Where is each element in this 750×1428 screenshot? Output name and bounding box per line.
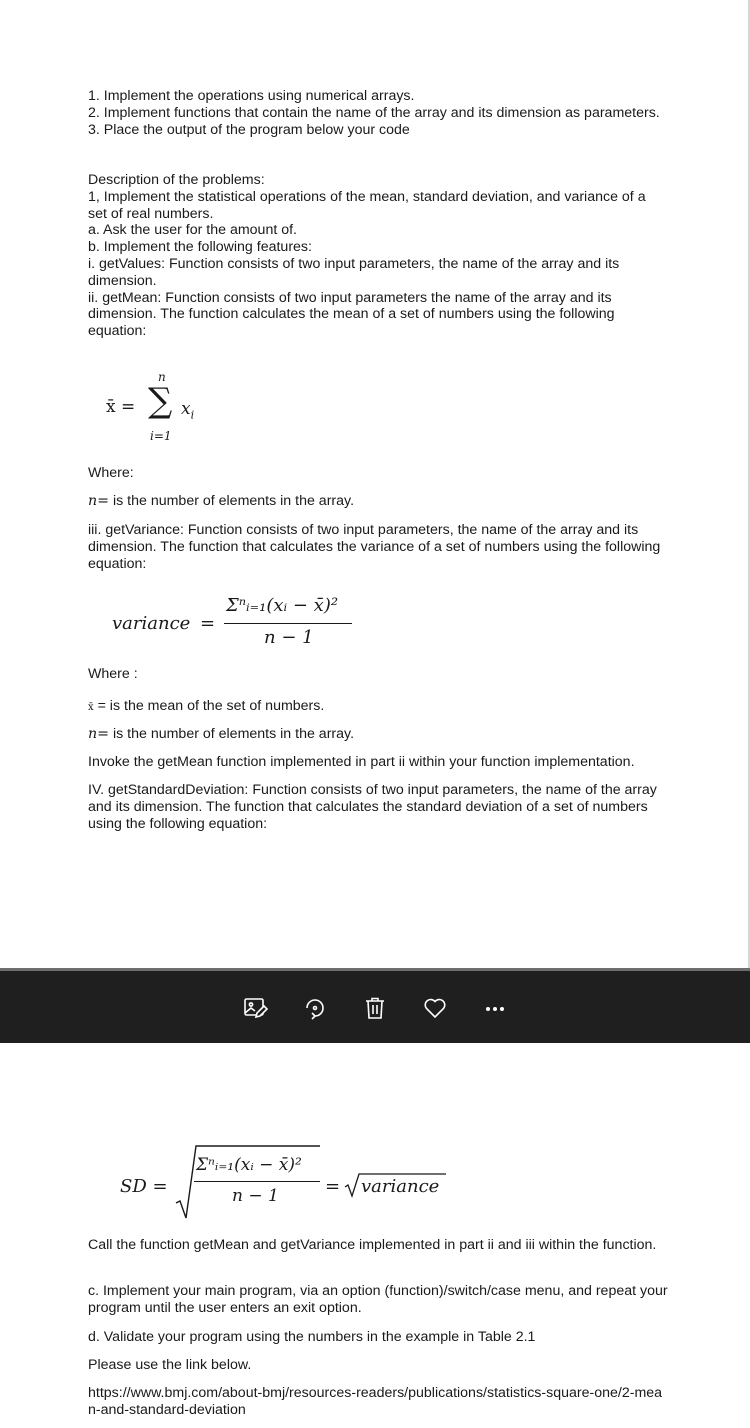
sd-lhs: SD = xyxy=(120,1176,168,1197)
xbar-definition: x̄ = is the mean of the set of numbers. xyxy=(88,698,325,714)
more-options-button[interactable] xyxy=(480,993,510,1023)
instruction-1: 1. Implement the operations using numerical arrays. xyxy=(88,88,415,104)
description-item-ii: ii. getMean: Function consists of two input parameters the name of the array and its dimension. The function calculates the mean of a set of numbers using the following equation: xyxy=(88,289,615,340)
sd-denominator: n − 1 xyxy=(232,1186,279,1206)
rotate-button[interactable] xyxy=(300,993,330,1023)
description-item-i: i. getValues: Function consists of two input parameters, the name of the array and its dimension. xyxy=(88,255,620,289)
favorite-icon xyxy=(422,995,448,1021)
variance-denominator: n − 1 xyxy=(264,627,314,648)
mean-sum-bottom: i=1 xyxy=(150,429,172,443)
delete-icon xyxy=(362,995,388,1021)
description-item-1: 1, Implement the statistical operations of the mean, standard deviation, and variance of a set of real numbers. xyxy=(88,188,646,222)
more-icon xyxy=(482,995,508,1021)
favorite-button[interactable] xyxy=(420,993,450,1023)
variance-equals: = xyxy=(200,613,216,634)
where-label-2: Where : xyxy=(88,666,138,682)
please-use-link: Please use the link below. xyxy=(88,1357,252,1373)
where-label-1: Where: xyxy=(88,465,134,481)
mean-term: $x_i$ xyxy=(181,399,195,422)
variance-lhs: variance xyxy=(112,613,191,634)
variance-numerator: Σⁿᵢ₌₁(xᵢ − x̄)² xyxy=(226,595,339,616)
rotate-icon xyxy=(302,995,328,1021)
description-item-a: a. Ask the user for the amount of. xyxy=(88,222,297,239)
instructions-block xyxy=(88,88,668,138)
call-functions-note: Call the function getMean and getVariance implemented in part ii and iii within the function. xyxy=(88,1237,657,1253)
item-d: d. Validate your program using the numbers in the example in Table 2.1 xyxy=(88,1329,536,1345)
mean-lhs: x̄ = xyxy=(106,397,136,417)
invoke-get-mean-note: Invoke the getMean function implemented in part ii within your function implementation. xyxy=(88,754,635,770)
description-block xyxy=(88,172,668,340)
delete-button[interactable] xyxy=(360,993,390,1023)
sd-equals: = xyxy=(325,1176,341,1197)
get-standard-deviation-description: IV. getStandardDeviation: Function consists of two input parameters, the name of the array and its dimension. The function that calculates the standard deviation of a set of numbers using the following equation: xyxy=(88,782,657,832)
sd-rhs: variance xyxy=(361,1176,440,1197)
reference-link: https://www.bmj.com/about-bmj/resources-readers/publications/statistics-square-one/2-mean-and-standard-deviation xyxy=(88,1385,663,1418)
n-definition-1: n= is the number of elements in the array. xyxy=(88,493,355,509)
n-definition-2: n= is the number of elements in the array. xyxy=(88,726,355,742)
sigma-symbol: ∑ xyxy=(148,381,173,421)
sd-numerator: Σⁿᵢ₌₁(xᵢ − x̄)² xyxy=(196,1155,302,1175)
item-c: c. Implement your main program, via an option (function)/switch/case menu, and repeat your program until the user enters an exit option. xyxy=(88,1283,668,1316)
edit-image-icon xyxy=(242,995,268,1021)
document-page-2 xyxy=(0,1043,750,1428)
image-viewer-toolbar xyxy=(0,968,750,1043)
description-heading: Description of the problems: xyxy=(88,172,265,188)
edit-image-button[interactable] xyxy=(240,993,270,1023)
instruction-2: 2. Implement functions that contain the name of the array and its dimension as parameters. xyxy=(88,104,660,121)
get-variance-description: iii. getVariance: Function consists of two input parameters, the name of the array and its dimension. The function that calculates the variance of a set of numbers using the following equation: xyxy=(88,522,661,572)
instruction-3: 3. Place the output of the program below your code xyxy=(88,121,410,138)
mean-sum-top: n xyxy=(158,370,166,384)
variance-fraction-bar xyxy=(224,623,352,624)
description-item-b: b. Implement the following features: xyxy=(88,239,312,256)
sd-fraction-bar xyxy=(194,1181,320,1182)
